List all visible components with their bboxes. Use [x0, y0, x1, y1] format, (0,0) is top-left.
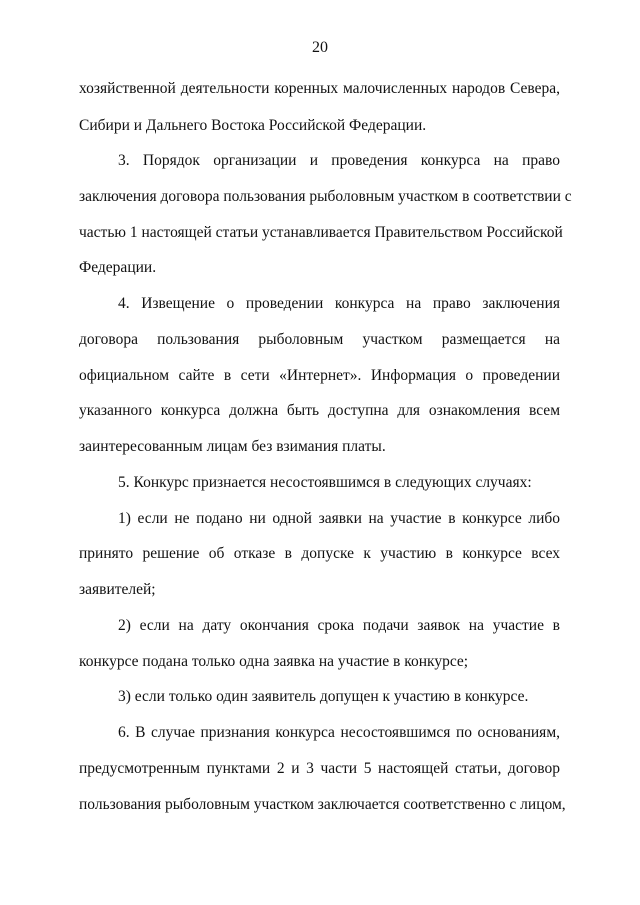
paragraph-6-first-line: 6. В случае признания конкурса несостоявшимся по основаниям,	[118, 724, 560, 741]
paragraph-4-first-line: 4. Извещение о проведении конкурса на право заключения	[118, 295, 560, 312]
paragraph-5-first-line: 5. Конкурс признается несостоявшимся в следующих случаях:	[118, 474, 532, 491]
item-2-first-line: 2) если на дату окончания срока подачи заявок на участие в	[118, 617, 560, 634]
text-line: заключения договора пользования рыболовным участком в соответствии с	[79, 188, 572, 205]
text-line: Федерации.	[79, 259, 157, 276]
paragraph-3-first-line: 3. Порядок организации и проведения конкурса на право	[118, 152, 560, 169]
text-line: хозяйственной деятельности коренных малочисленных народов Севера,	[79, 80, 560, 97]
text-line: предусмотренным пунктами 2 и 3 части 5 настоящей статьи, договор	[79, 760, 560, 777]
text-line: конкурсе подана только одна заявка на участие в конкурсе;	[79, 653, 469, 670]
text-line: частью 1 настоящей статьи устанавливается Правительством Российской	[79, 224, 563, 241]
text-line: пользования рыболовным участком заключается соответственно с лицом,	[79, 796, 566, 813]
item-1-first-line: 1) если не подано ни одной заявки на участие в конкурсе либо	[118, 510, 560, 527]
text-line: указанного конкурса должна быть доступна для ознакомления всем	[79, 402, 560, 419]
text-line: принято решение об отказе в допуске к участию в конкурсе всех	[79, 545, 560, 562]
item-3-line: 3) если только один заявитель допущен к участию в конкурсе.	[118, 688, 529, 705]
text-line: заинтересованным лицам без взимания платы.	[79, 438, 386, 455]
text-line: официальном сайте в сети «Интернет». Информация о проведении	[79, 367, 560, 384]
text-line: заявителей;	[79, 581, 156, 598]
text-line: договора пользования рыболовным участком размещается на	[79, 331, 560, 348]
text-line: Сибири и Дальнего Востока Российской Федерации.	[79, 117, 427, 134]
page-number: 20	[312, 39, 328, 56]
